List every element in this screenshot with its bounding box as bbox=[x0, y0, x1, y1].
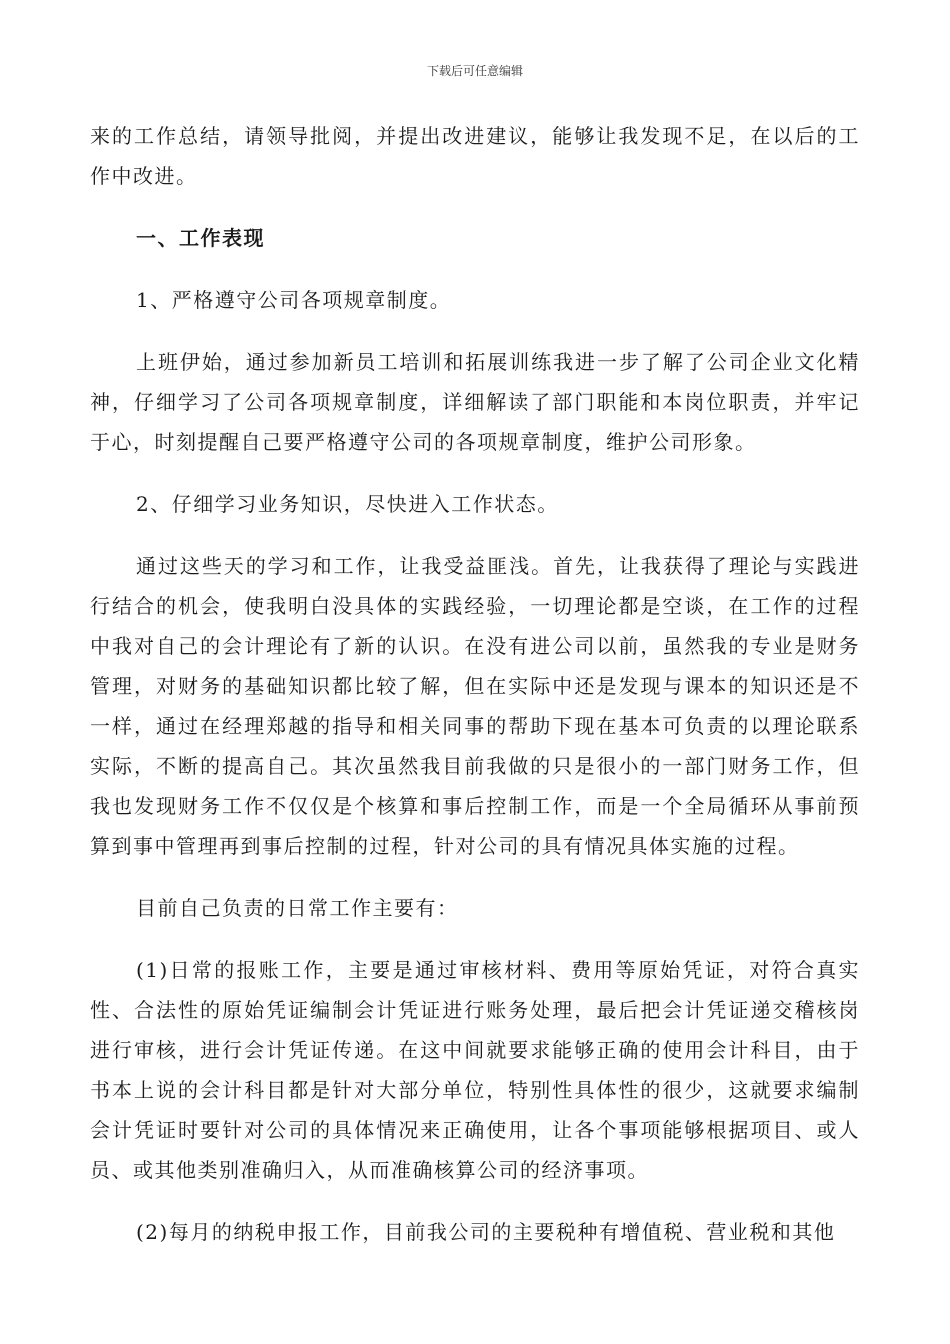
item1-title: 1、严格遵守公司各项规章制度。 bbox=[136, 288, 452, 312]
section-heading: 一、工作表现 bbox=[136, 226, 265, 250]
header-note: 下载后可任意编辑 bbox=[426, 64, 523, 78]
item2-title: 2、仔细学习业务知识，尽快进入工作状态。 bbox=[136, 492, 559, 516]
paragraph-continuation: 来的工作总结，请领导批阅，并提出改进建议，能够让我发现不足，在以后的工作中改进。 bbox=[90, 124, 860, 188]
item1-paragraph: 上班伊始，通过参加新员工培训和拓展训练我进一步了解了公司企业文化精神，仔细学习了公司各项规章制度，详细解读了部门职能和本岗位职责，并牢记于心，时刻提醒自己要严格遵守公司的各项规章制度，维护公司形象。 bbox=[90, 350, 860, 454]
item2-paragraph: 通过这些天的学习和工作，让我受益匪浅。首先，让我获得了理论与实践进行结合的机会，使我明白没具体的实践经验，一切理论都是空谈，在工作的过程中我对自己的会计理论有了新的认识。在没有进公司以前，虽然我的专业是财务管理，对财务的基础知识都比较了解，但在实际中还是发现与课本的知识还是不一样，通过在经理郑越的指导和相关同事的帮助下现在基本可负责的以理论联系实际，不断的提高自己。其次虽然我目前我做的只是很小的一部门财务工作，但我也发现财务工作不仅仅是个核算和事后控制工作，而是一个全局循环从事前预算到事中管理再到事后控制的过程，针对公司的具有情况具体实施的过程。 bbox=[90, 554, 860, 858]
duties-intro: 目前自己负责的日常工作主要有： bbox=[136, 896, 459, 920]
duty1-paragraph: (1)日常的报账工作，主要是通过审核材料、费用等原始凭证，对符合真实性、合法性的原始凭证编制会计凭证进行账务处理，最后把会计凭证递交稽核岗进行审核，进行会计凭证传递。在这中间就要求能够正确的使用会计科目，由于书本上说的会计科目都是针对大部分单位，特别性具体性的很少，这就要求编制会计凭证时要针对公司的具体情况来正确使用，让各个事项能够根据项目、或人员、或其他类别准确归入，从而准确核算公司的经济事项。 bbox=[90, 958, 860, 1182]
duty2-paragraph: (2)每月的纳税申报工作，目前我公司的主要税种有增值税、营业税和其他 bbox=[136, 1220, 836, 1244]
document-body bbox=[90, 116, 860, 1252]
